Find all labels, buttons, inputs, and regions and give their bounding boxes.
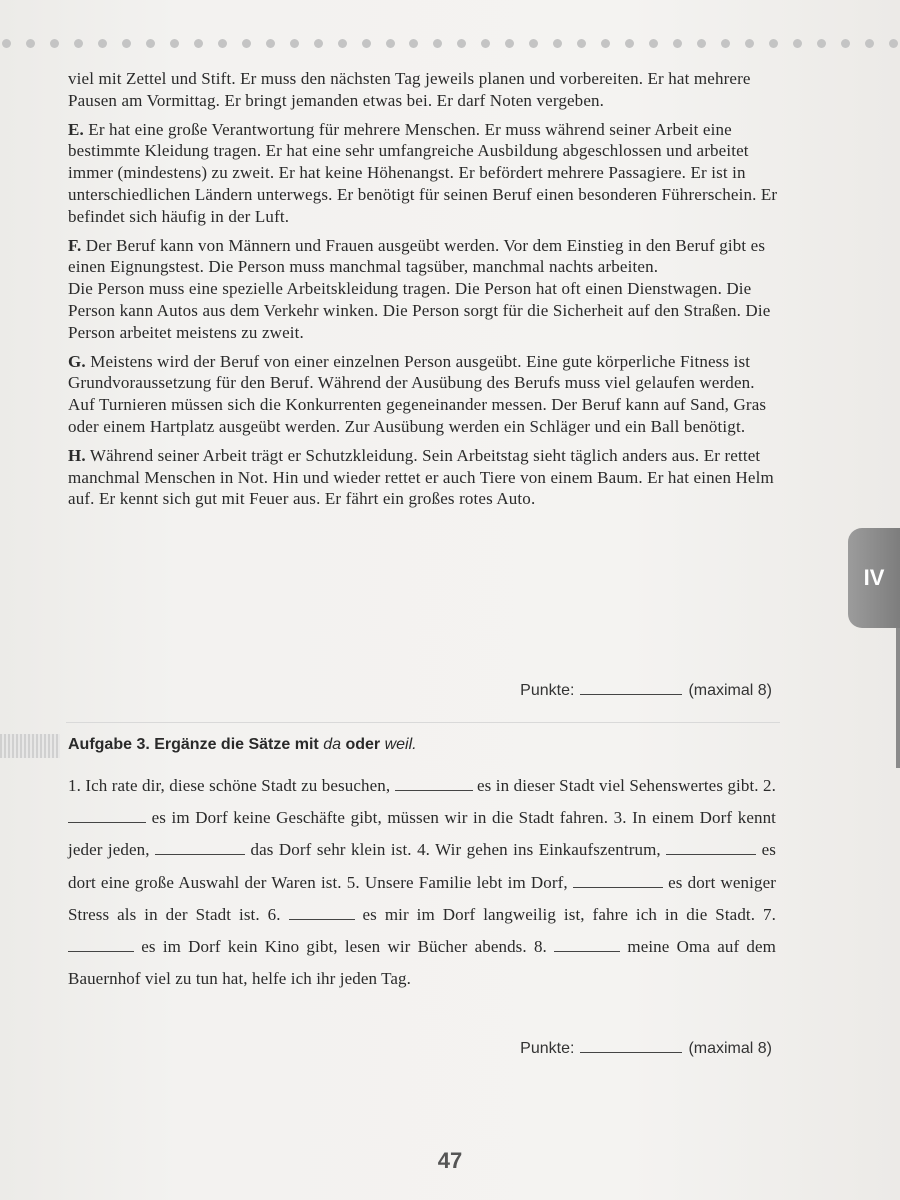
paragraph-text-continued: Die Person muss eine spezielle Arbeitskleidung tragen. Die Person hat oft einen Dienstwagen. Die Person kann Autos aus dem Verkehr winken. Die Person sorgt für die Sicherheit auf den Straßen. Die Person arbeitet meistens zu zweit. — [68, 279, 771, 342]
exercise-text: es im Dorf kein Kino gibt, lesen wir Bücher abends. 8. — [141, 937, 547, 957]
paragraph-e — [68, 119, 780, 228]
task3-word-weil: weil. — [384, 736, 417, 753]
exercise-text: das Dorf sehr klein ist. 4. Wir gehen ins Einkaufszentrum, — [250, 840, 661, 860]
paragraph-f — [68, 235, 780, 344]
page-number: 47 — [437, 1148, 463, 1173]
task-marker — [0, 734, 60, 758]
answer-blank-6[interactable] — [289, 905, 355, 920]
task3-word-da: da — [323, 736, 341, 753]
exercise-text: es im Dorf keine Geschäfte gibt, müssen wir in die Stadt fahren. 3. In einem Dorf kennt jeder jeden, — [68, 808, 777, 860]
answer-blank-2[interactable] — [68, 808, 146, 823]
answer-blank-8[interactable] — [554, 937, 620, 952]
exercise-text: meine Oma auf dem Bauernhof viel zu tun hat, helfe ich ihr jeden Tag. — [68, 937, 776, 989]
task3-title — [68, 736, 417, 754]
paragraph-d-continued: viel mit Zettel und Stift. Er muss den nächsten Tag jeweils planen und vorbereiten. Er hat mehrere Pausen am Vormittag. Er bringt jemanden etwas bei. Er darf Noten vergeben. — [68, 69, 751, 110]
paragraph-text: Während seiner Arbeit trägt er Schutzkleidung. Sein Arbeitstag sieht täglich anders aus. Er rettet manchmal Menschen in Not. Hin und wieder rettet er auch Tiere von einem Baum. Er hat einen Helm auf. Er kennt sich gut mit Feuer aus. Er fährt ein großes rotes Auto. — [68, 445, 774, 509]
exercise-text: 1. Ich rate dir, diese schöne Stadt zu besuchen, — [68, 776, 391, 795]
chapter-tab-edge — [896, 628, 900, 768]
chapter-tab-label: IV — [863, 565, 885, 590]
paragraph-text: Der Beruf kann von Männern und Frauen ausgeübt werden. Vor dem Einstieg in den Beruf gibt es einen Eignungstest. Die Person muss manchmal tagsüber, manchmal nachts arbeiten. — [68, 235, 766, 277]
job-descriptions — [68, 68, 780, 517]
points-max: (maximal 8) — [688, 1040, 772, 1057]
paragraph-label: H. — [68, 445, 86, 465]
answer-blank-7[interactable] — [68, 937, 134, 952]
exercise-text: es dort weniger Stress als in der Stadt ist. 6. — [68, 872, 776, 924]
paragraph-h — [68, 445, 780, 510]
points-row-1 — [520, 680, 772, 700]
points-input[interactable] — [580, 680, 682, 695]
points-row-2 — [520, 1038, 772, 1058]
paragraph-g — [68, 351, 780, 438]
answer-blank-4[interactable] — [666, 840, 756, 855]
paragraph-label: E. — [68, 119, 84, 139]
chapter-tab — [848, 528, 900, 628]
answer-blank-5[interactable] — [573, 873, 663, 888]
paragraph-label: F. — [68, 235, 82, 255]
paragraph-text: Er hat eine große Verantwortung für mehrere Menschen. Er muss während seiner Arbeit eine bestimmte Kleidung tragen. Er hat eine sehr umfangreiche Ausbildung abgeschlossen und arbeitet immer (mindestens) zu zweit. Er hat keine Höhenangst. Er befördert mehrere Passagiere. Er ist in unterschiedlichen Ländern unterwegs. Er benötigt für seinen Beruf einen besonderen Führerschein. Er befindet sich häufig in der Luft. — [68, 119, 778, 226]
answer-blank-3[interactable] — [155, 840, 245, 855]
task3-title-prefix: Aufgabe 3. Ergänze die Sätze mit — [68, 736, 319, 753]
paragraph-text: Meistens wird der Beruf von einer einzelnen Person ausgeübt. Eine gute körperliche Fitness ist Grundvoraussetzung für den Beruf. Während der Ausübung des Berufs muss viel gelaufen werden. Auf Turnieren müssen sich die Konkurrenten gegeneinander messen. Der Beruf kann auf Sand, Gras oder einem Hartplatz ausgeübt werden. Zur Ausübung werden ein Schläger und ein Ball benötigt. — [68, 351, 767, 436]
points-label: Punkte: — [520, 1040, 575, 1057]
exercise-text: es in dieser Stadt viel Sehenswertes gibt. 2. — [477, 776, 776, 795]
section-divider — [66, 722, 780, 723]
exercise-text: es dort eine große Auswahl der Waren ist. 5. Unsere Familie lebt im Dorf, — [68, 840, 777, 892]
exercise-text: es mir im Dorf langweilig ist, fahre ich in die Stadt. 7. — [362, 904, 776, 924]
answer-blank-1[interactable] — [395, 776, 473, 791]
task3-exercise — [68, 770, 776, 995]
paragraph-label: G. — [68, 351, 86, 371]
points-label: Punkte: — [520, 682, 575, 699]
points-max: (maximal 8) — [688, 682, 772, 699]
task3-word-oder: oder — [345, 736, 381, 753]
points-input[interactable] — [580, 1038, 682, 1053]
decorative-dot-row — [0, 38, 900, 50]
